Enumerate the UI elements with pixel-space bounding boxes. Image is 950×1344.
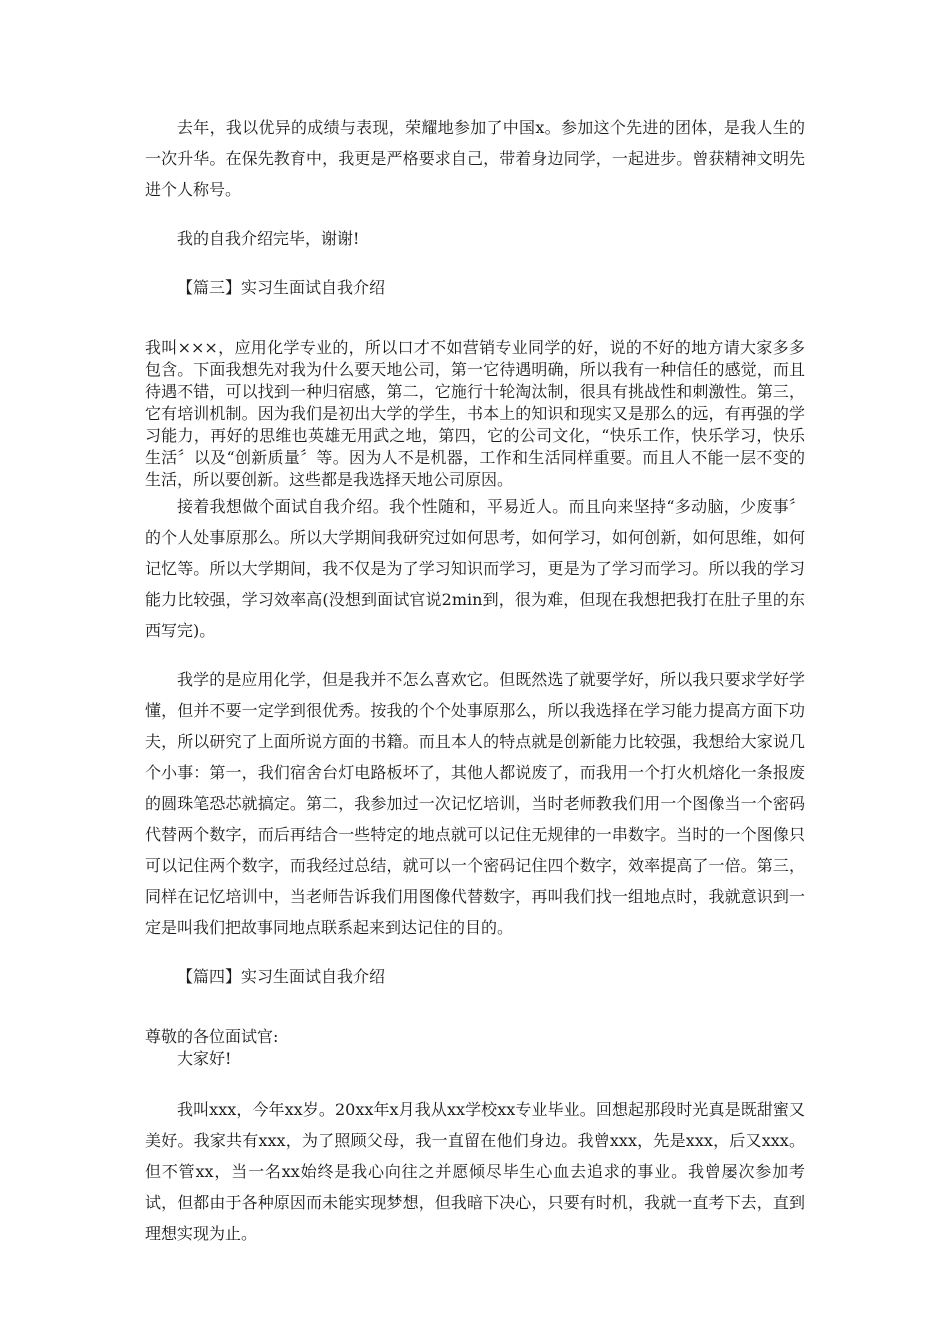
section4-paragraph-1: 我叫xxx，今年xx岁。20xx年x月我从xx学校xx专业毕业。回想起那段时光真是既甜蜜又美好。我家共有xxx，为了照顾父母，我一直留在他们身边。我曾xxx，先是xxx，后又xxx。但不管xx，当一名xx始终是我心向往之并愿倾尽毕生心血去追求的事业。我曾屡次参加考试，但都由于各种原因而未能实现梦想，但我暗下决心，只要有时机，我就一直考下去，直到理想实现为止。	[145, 1100, 805, 1243]
section3-paragraph-1: 我叫×××，应用化学专业的，所以口才不如营销专业同学的好，说的不好的地方请大家多多包含。下面我想先对我为什么要天地公司，第一它待遇明确，所以我有一种信任的感觉，而且待遇不错，可以找到一种归宿感，第二，它施行十轮淘汰制，很具有挑战性和刺激性。第三，它有培训机制。因为我们是初出大学的学生，书本上的知识和现实又是那么的远，有再强的学习能力，再好的思维也英雄无用武之地，第四，它的公司文化，“快乐工作，快乐学习，快乐生活〞以及“创新质量〞等。因为人不是机器，工作和生活同样重要。而且人不能一层不变的生活，所以要创新。这些都是我选择天地公司原因。	[145, 338, 805, 489]
section4-heading: 【篇四】实习生面试自我介绍	[177, 967, 386, 986]
section4-salutation: 尊敬的各位面试官:	[145, 1027, 279, 1046]
section3-paragraph-3: 我学的是应用化学，但是我并不怎么喜欢它。但既然选了就要学好，所以我只要求学好学懂，但并不要一定学到很优秀。按我的个个处事原那么，所以我选择在学习能力提高方面下功夫，所以研究了上面所说方面的书籍。而且本人的特点就是创新能力比较强，我想给大家说几个小事：第一，我们宿舍台灯电路板坏了，其他人都说废了，而我用一个打火机熔化一条报废的圆珠笔恐芯就搞定。第二，我参加过一次记忆培训，当时老师教我们用一个图像当一个密码代替两个数字，而后再结合一些特定的地点就可以记住无规律的一串数字。当时的一个图像只可以记住两个数字，而我经过总结，就可以一个密码记住四个数字，效率提高了一倍。第三，同样在记忆培训中，当老师告诉我们用图像代替数字，再叫我们找一组地点时，我就意识到一定是叫我们把故事同地点联系起来到达记住的目的。	[145, 670, 805, 937]
section2-paragraph: 去年，我以优异的成绩与表现，荣耀地参加了中国x。参加这个先进的团体，是我人生的一次升华。在保先教育中，我更是严格要求自己，带着身边同学，一起进步。曾获精神文明先进个人称号。	[145, 118, 805, 199]
section3-paragraph-2: 接着我想做个面试自我介绍。我个性随和，平易近人。而且向来坚持“多动脑，少废事〞的个人处事原那么。所以大学期间我研究过如何思考，如何学习，如何创新，如何思维，如何记忆等。所以大学期间，我不仅是为了学习知识而学习，更是为了学习而学习。所以我的学习能力比较强，学习效率高(没想到面试官说2min到，很为难，但现在我想把我打在肚子里的东西写完)。	[145, 497, 805, 640]
section4-greeting: 大家好!	[177, 1049, 232, 1068]
document-page	[145, 112, 805, 1249]
section3-heading: 【篇三】实习生面试自我介绍	[177, 278, 386, 297]
section2-closing: 我的自我介绍完毕，谢谢!	[177, 229, 360, 248]
